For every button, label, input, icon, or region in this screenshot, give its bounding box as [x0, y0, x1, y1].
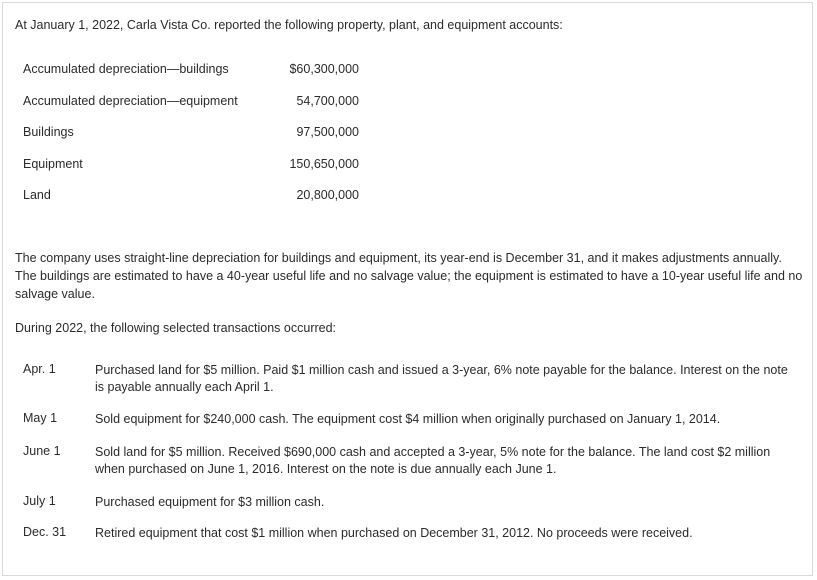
transaction-description: Purchased land for $5 million. Paid $1 million cash and issued a 3-year, 6% note payable for the balance. Interest on the note is payable annually each April 1. [95, 363, 788, 394]
account-row [23, 155, 363, 187]
account-value: 20,800,000 [296, 188, 359, 202]
account-name: Accumulated depreciation—buildings [23, 62, 229, 76]
account-value: 54,700,000 [296, 93, 359, 108]
transaction-date: Apr. 1 [23, 362, 56, 376]
transaction-date: June 1 [23, 444, 61, 458]
account-row [23, 123, 363, 155]
problem-frame [2, 2, 813, 576]
account-row [23, 92, 363, 124]
transaction-date: July 1 [23, 494, 56, 508]
transaction-date: Dec. 31 [23, 525, 67, 539]
account-name: Accumulated depreciation—equipment [23, 93, 238, 108]
account-value: 150,650,000 [289, 156, 359, 171]
account-name: Land [23, 188, 51, 202]
account-name: Buildings [23, 125, 74, 139]
policy-paragraph: The company uses straight-line depreciation for buildings and equipment, its year-end is December 31, and it makes adjustments annually. The buildings are estimated to have a 40-year useful life and no salvage value; the equipment is estimated to have a 10-year useful life and no salvage value. [15, 251, 803, 301]
account-row [23, 60, 363, 92]
transaction-date: May 1 [23, 411, 58, 425]
transaction-description: Sold land for $5 million. Received $690,000 cash and accepted a 3-year, 5% note for the balance. The land cost $2 million when purchased on June 1, 2016. Interest on the note is due annually each June 1. [95, 445, 771, 476]
transaction-description: Retired equipment that cost $1 million when purchased on December 31, 2012. No proceeds were received. [95, 526, 693, 540]
intro-text: At January 1, 2022, Carla Vista Co. reported the following property, plant, and equipment accounts: [15, 18, 563, 32]
transaction-description: Sold equipment for $240,000 cash. The equipment cost $4 million when originally purchased on January 1, 2014. [95, 412, 721, 426]
account-value: 97,500,000 [296, 125, 359, 139]
transactions-heading: During 2022, the following selected transactions occurred: [15, 321, 337, 335]
account-row [23, 186, 363, 218]
account-value: $60,300,000 [289, 62, 359, 76]
account-name: Equipment [23, 156, 83, 171]
accounts-table [23, 60, 363, 218]
transaction-description: Purchased equipment for $3 million cash. [95, 495, 325, 509]
